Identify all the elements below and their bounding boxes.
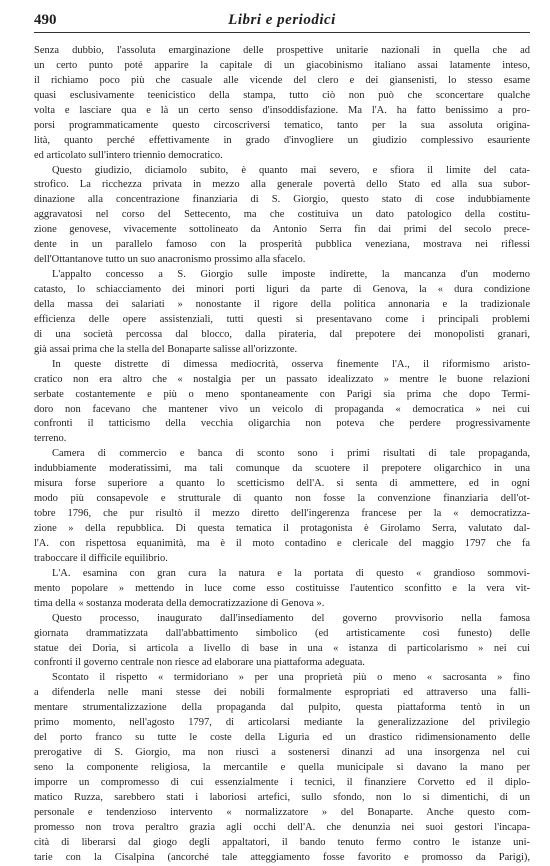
text-line: dinazione alla concentrazione finanziaria di S. Giorgio, questo stato di cose indubbiamente — [34, 194, 530, 206]
text-line: dente in un parallelo famoso con la prosperità pubblica veneziana, mostrava nei riflessi — [34, 239, 530, 251]
text-line: Questo processo, inaugurato dall'insediamento del governo provvisorio nella famosa — [52, 612, 530, 624]
text-line: indubbiamente moderatissimi, ma tali comunque da scuotere il prepotere oligarchico in una — [34, 463, 530, 475]
text-line: già assai prima che la stella del Bonaparte salisse all'orizzonte. — [34, 343, 298, 355]
text-line: Scontato il rispetto « termidoriano » per una proprietà più o meno « sacrosanta » fino — [52, 672, 530, 684]
text-line: modo più consapevole e strutturale di quanto non fosse la convenzione finanziaria dell'ot- — [34, 493, 530, 505]
text-line: aggravatosi nel corso del Settecento, ma che costituiva un dato patologico della costitu- — [34, 209, 530, 221]
text-line: Senza dubbio, l'assoluta emarginazione delle prospettive unitarie nazionali in quella che ad — [34, 45, 530, 56]
text-line: cratico non era altro che « nostalgia per un passato idealizzato » mentre le buone relazioni — [34, 373, 530, 385]
text-line: strofico. La ricchezza privata in mezzo alla generale povertà dello Stato ed alla sua subor- — [34, 179, 530, 191]
text-line: lità, quanto perché effettivamente in grado d'invogliere un giudizio complessivo esauriente — [34, 134, 530, 146]
text-line: porsi programmaticamente questo circoscriversi tematico, tanto per la sua assoluta origina- — [34, 119, 530, 131]
text-line: promesso non trova peraltro grazia agli occhi dell'A. che denunzia nei suoi gestori l'incapa- — [34, 821, 530, 833]
text-line: zione genovese, vivacemente sottolineato da Antonio Serra fin dai primi del secolo prece- — [34, 224, 530, 236]
text-line: tobre 1796, che pur risultò il mezzo diretto dell'ingerenza francese per la « democratizza- — [34, 508, 530, 520]
text-line: di una società percossa dal blocco, dalla pirateria, dal prepotere dei monopolisti granari, — [34, 328, 530, 340]
text-line: zione » della repubblica. Di questa tematica il protagonista è Girolamo Serra, valutato dal- — [34, 523, 530, 534]
text-line: seno la componente religiosa, la mercantile e quella municipale si davano la mano per — [34, 762, 530, 773]
page-header — [34, 8, 530, 33]
text-line: del porto franco su tutte le coste della Liguria ed un drastico ridimensionamento delle — [34, 732, 530, 744]
text-line: tima della « sostanza moderata della democratizzazione di Genova ». — [34, 597, 325, 609]
text-line: della massa dei salariati » nonostante il rigore della politica annonaria e la tradizionale — [34, 298, 530, 310]
text-line: Camera di commercio e banca di sconto sono i primi risultati di tale propaganda, — [52, 448, 530, 460]
text-line: mento popolare » mettendo in luce come esso costituisse l'autentico sconfitto e la vera vit- — [34, 582, 530, 594]
text-line: confronti il tatticismo della vecchia oligarchia non poteva che perdere progressivamente — [34, 418, 530, 430]
text-line: un certo punto poté apparire la capitale di un giacobinismo italiano assai latamente inteso, — [34, 59, 530, 71]
text-line: a difenderla nelle mani stesse dei nobili formalmente espropriati ed attraverso una falli- — [34, 687, 530, 699]
text-line: traboccare il difficile equilibrio. — [34, 552, 168, 564]
text-line: statue dei Doria, si articola a livello di base in una « istanza di particolarismo » nei cui — [34, 642, 530, 654]
text-line: dell'Ottantanove tutto un suo anacronismo prossimo alla sfacelo. — [34, 254, 306, 266]
text-line: serbate costantemente e più o meno spontaneamente con Parigi sia prima che dopo Termi- — [34, 388, 530, 400]
text-line: imporre un compromesso di cui essenzialmente i tecnici, il finanziere Corvetto ed il diplo- — [34, 776, 530, 788]
text-line: doro non facevano che mantener vivo un veicolo di propaganda « democratica » nei cui — [34, 403, 530, 415]
text-line: l'A. con rispettosa equanimità, ma è il moto contadino e clericale del maggio 1797 che fa — [34, 537, 530, 549]
running-title: Libri e periodici — [228, 12, 336, 28]
text-line: il richiamo poco più che casuale alle vicende del clero e dei giansenisti, lo stesso esame — [34, 74, 530, 86]
text-line: matico Ruzza, sarebbero stati i laboriosi artefici, sullo sfondo, non lo si dimentichi, di un — [34, 791, 530, 803]
text-line: giornata drammatizzata dall'abbattimento simbolico (ed artisticamente così funesto) delle — [34, 627, 530, 639]
text-line: quasi esclusivamente teenicistico della stampa, tutto ciò non può che sconcertare qualche — [34, 89, 530, 101]
article-body — [34, 44, 530, 866]
text-line: terreno. — [34, 433, 67, 445]
text-line: mentare strumentalizzazione della propaganda dal pulpito, questa piattaforma tentò in un — [34, 702, 530, 714]
text-line: tarie con la Cisalpina (ancorché tale atteggiamento fosse favorito e promosso da Parigi), — [34, 851, 530, 863]
text-line: In queste distrette di dimessa mediocrità, osserva finemente l'A., il riformismo aristo- — [52, 358, 530, 370]
text-line: ed articolato sull'intero triennio democratico. — [34, 149, 223, 161]
text-line: cità di liberarsi dal giogo degli appaltatori, il bando tenuto fermo contro le istanze uni- — [34, 836, 530, 848]
text-line: efficienza delle opere assistenziali, tutti questi si presentavano come i principali problemi — [34, 313, 530, 325]
text-line: catasto, lo schiacciamento dei minori porti liguri da parte di Genova, la « dura condizione — [34, 284, 530, 295]
text-line: L'A. esamina con gran cura la natura e la portata di questo « grandioso sommovi- — [52, 567, 530, 579]
text-line: personale e tendenzioso intervento « normalizzatore » del Bonaparte. Anche questo com- — [34, 806, 530, 818]
text-line: primo momento, nell'agosto 1797, di articolarsi mediante la generalizzazione del privilegio — [34, 717, 530, 729]
text-line: misura forse superiore a quanto lo scetticismo dell'A. si senta di ammettere, ed in ogni — [34, 478, 530, 490]
page-number: 490 — [34, 12, 57, 28]
text-line: volta e lasciare qua e là un certo senso d'insoddisfazione. Ma l'A. ha fatto benissimo a pro- — [34, 104, 530, 116]
text-line: prerogative di S. Giorgio, ma non riuscì a sostenersi dinanzi ad una insorgenza nel cui — [34, 747, 530, 759]
text-line: confronti il governo centrale non riesce ad elaborare una piattaforma adeguata. — [34, 657, 365, 669]
text-line: L'appalto concesso a S. Giorgio sulle imposte indirette, la mancanza d'un moderno — [52, 269, 530, 281]
text-line: Questo giudizio, diciamolo subito, è quanto mai severo, e sfiora il limite del cata- — [52, 164, 530, 176]
